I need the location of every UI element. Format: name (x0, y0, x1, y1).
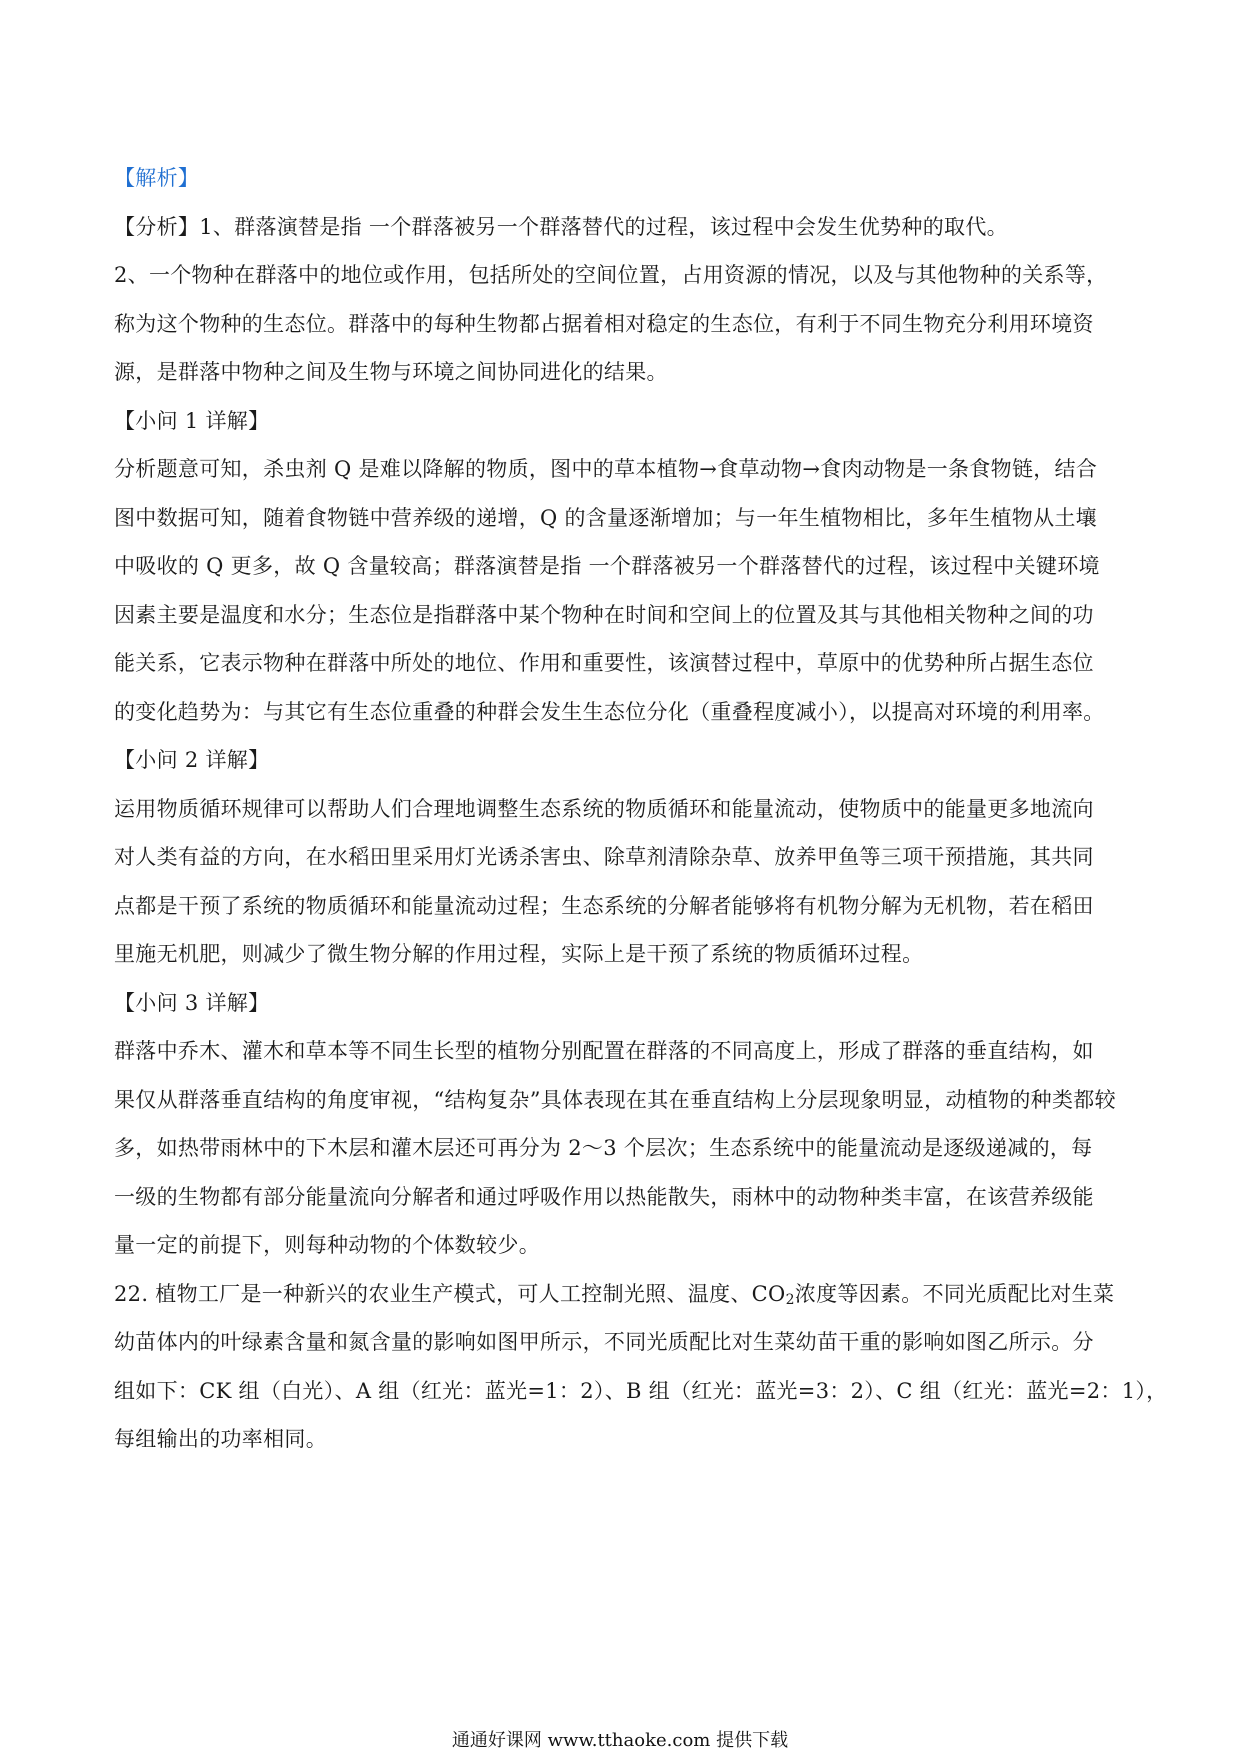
text-line-14: 对人类有益的方向，在水稻田里采用灯光诱杀害虫、除草剂清除杂草、放养甲鱼等三项干预措施，其共同 (114, 845, 1094, 869)
text-line-01: 【分析】1、群落演替是指 一个群落被另一个群落替代的过程，该过程中会发生优势种的取代。 (114, 214, 1008, 239)
text-line-15: 点都是干预了系统的物质循环和能量流动过程；生态系统的分解者能够将有机物分解为无机物，若在稻田 (114, 893, 1094, 918)
question-22-line-3: 组如下：CK 组（白光）、A 组（红光：蓝光=1：2）、B 组（红光：蓝光=3：2）、C 组（红光：蓝光=2：1）， (114, 1378, 1168, 1403)
text-line-22: 量一定的前提下，则每种动物的个体数较少。 (114, 1233, 540, 1257)
text-line-11: 的变化趋势为：与其它有生态位重叠的种群会发生生态位分化（重叠程度减小），以提高对环境的利用率。 (114, 699, 1105, 724)
text-line-09: 因素主要是温度和水分；生态位是指群落中某个物种在时间和空间上的位置及其与其他相关物种之间的功 (114, 602, 1094, 627)
analysis-header: 【解析】 (114, 166, 200, 190)
section-heading-q1: 【小问 1 详解】 (114, 408, 270, 433)
q22-text-b: 浓度等因素。不同光质配比对生菜 (794, 1281, 1115, 1306)
text-line-19: 果仅从群落垂直结构的角度审视，“结构复杂”具体表现在其在垂直结构上分层现象明显，动植物的种类都较 (114, 1087, 1116, 1112)
question-22-line-1 (114, 1270, 1126, 1319)
q22-text-a: 22. 植物工厂是一种新兴的农业生产模式，可人工控制光照、温度、CO (114, 1281, 786, 1306)
text-line-21: 一级的生物都有部分能量流向分解者和通过呼吸作用以热能散失，雨林中的动物种类丰富，在该营养级能 (114, 1184, 1094, 1209)
text-line-18: 群落中乔木、灌木和草本等不同生长型的植物分别配置在群落的不同高度上，形成了群落的垂直结构，如 (114, 1039, 1094, 1063)
text-line-02: 2、一个物种在群落中的地位或作用，包括所处的空间位置，占用资源的情况，以及与其他物种的关系等， (114, 263, 1108, 287)
text-line-10: 能关系，它表示物种在群落中所处的地位、作用和重要性，该演替过程中，草原中的优势种所占据生态位 (114, 651, 1094, 675)
q22-subscript: 2 (785, 1291, 795, 1308)
question-22-line-2: 幼苗体内的叶绿素含量和氮含量的影响如图甲所示，不同光质配比对生菜幼苗干重的影响如图乙所示。分 (114, 1330, 1094, 1354)
page-footer: 通通好课网 www.tthaoke.com 提供下载 (451, 1730, 789, 1751)
text-line-06: 分析题意可知，杀虫剂 Q 是难以降解的物质，图中的草本植物→食草动物→食肉动物是一条食物链，结合 (114, 457, 1098, 481)
text-line-07: 图中数据可知，随着食物链中营养级的递增，Q 的含量逐渐增加；与一年生植物相比，多年生植物从土壤 (114, 505, 1097, 530)
text-line-08: 中吸收的 Q 更多，故 Q 含量较高；群落演替是指 一个群落被另一个群落替代的过程，该过程中关键环境 (114, 554, 1100, 578)
text-line-03: 称为这个物种的生态位。群落中的每种生物都占据着相对稳定的生态位，有利于不同生物充分利用环境资 (114, 311, 1094, 336)
text-line-13: 运用物质循环规律可以帮助人们合理地调整生态系统的物质循环和能量流动，使物质中的能量更多地流向 (114, 796, 1094, 821)
text-line-16: 里施无机肥，则减少了微生物分解的作用过程，实际上是干预了系统的物质循环过程。 (114, 942, 924, 966)
question-22-line-4: 每组输出的功率相同。 (114, 1427, 327, 1451)
document-body (114, 154, 1168, 1464)
text-line-20: 多，如热带雨林中的下木层和灌木层还可再分为 2～3 个层次；生态系统中的能量流动是逐级递减的，每 (114, 1136, 1093, 1160)
text-line-04: 源，是群落中物种之间及生物与环境之间协同进化的结果。 (114, 360, 668, 384)
section-heading-q3: 【小问 3 详解】 (114, 990, 270, 1015)
section-heading-q2: 【小问 2 详解】 (114, 748, 270, 772)
